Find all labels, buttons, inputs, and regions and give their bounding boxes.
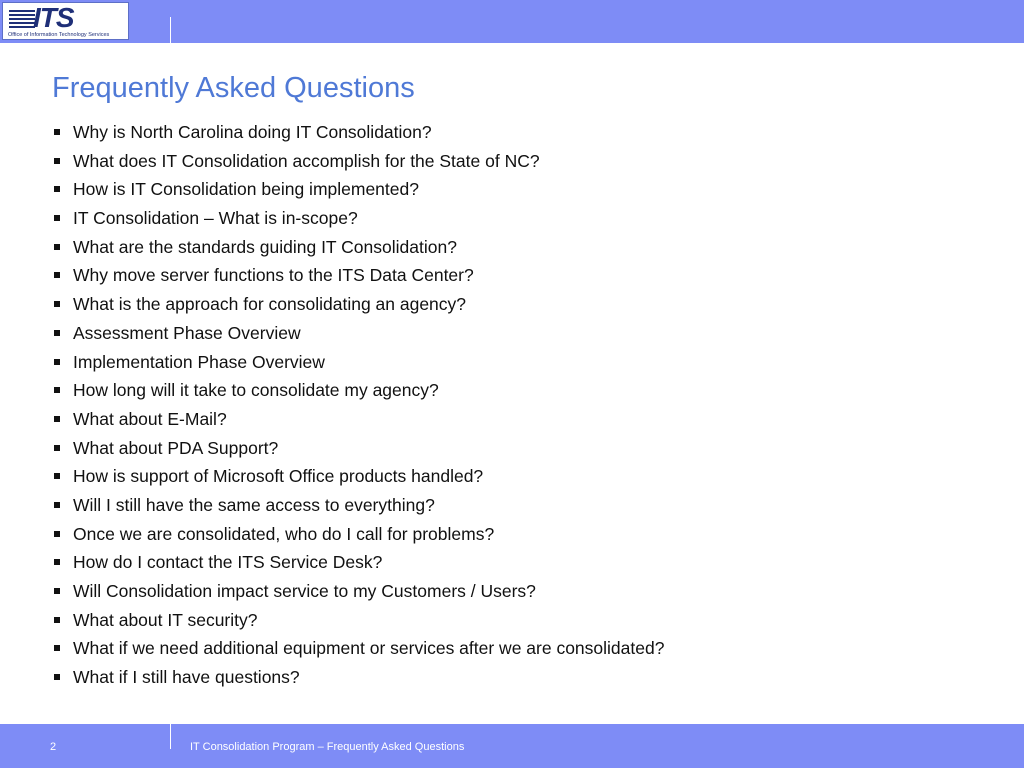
faq-item-text: Implementation Phase Overview [73, 351, 325, 372]
faq-item-text: What does IT Consolidation accomplish for the State of NC? [73, 150, 540, 171]
header-divider [170, 17, 171, 43]
its-logo [2, 2, 129, 40]
faq-item-text: What if I still have questions? [73, 667, 300, 688]
faq-item [52, 577, 664, 606]
bullet-icon [54, 559, 60, 565]
faq-item-text: How long will it take to consolidate my agency? [73, 380, 439, 401]
bullet-icon [54, 531, 60, 537]
bullet-icon [54, 186, 60, 192]
bullet-icon [54, 158, 60, 164]
footer-title: IT Consolidation Program – Frequently Asked Questions [190, 741, 465, 753]
faq-item [52, 491, 664, 520]
footer-divider [170, 724, 171, 749]
bullet-icon [54, 674, 60, 680]
bullet-icon [54, 244, 60, 250]
logo-stripes-icon [9, 10, 35, 29]
bullet-icon [54, 330, 60, 336]
bullet-icon [54, 215, 60, 221]
faq-item [52, 520, 664, 549]
faq-item [52, 634, 664, 663]
faq-item-text: What if we need additional equipment or services after we are consolidated? [73, 638, 665, 659]
faq-item-text: Once we are consolidated, who do I call for problems? [73, 523, 495, 544]
faq-item-text: How do I contact the ITS Service Desk? [73, 552, 383, 573]
faq-item-text: What is the approach for consolidating an agency? [73, 294, 467, 315]
bullet-icon [54, 416, 60, 422]
faq-item [52, 118, 664, 147]
faq-item-text: Why move server functions to the ITS Data Center? [73, 265, 474, 286]
faq-item-text: Will I still have the same access to everything? [73, 494, 435, 515]
faq-item-text: How is IT Consolidation being implemented? [73, 179, 419, 200]
header-bar [0, 0, 1024, 43]
faq-item [52, 290, 664, 319]
faq-item [52, 405, 664, 434]
faq-item [52, 348, 664, 377]
bullet-icon [54, 445, 60, 451]
faq-item [52, 319, 664, 348]
faq-item [52, 663, 664, 692]
faq-item [52, 204, 664, 233]
bullet-icon [54, 272, 60, 278]
bullet-icon [54, 129, 60, 135]
bullet-icon [54, 301, 60, 307]
page-title: Frequently Asked Questions [52, 72, 415, 104]
page-number: 2 [50, 741, 57, 753]
faq-item-text: IT Consolidation – What is in-scope? [73, 208, 358, 229]
logo-text: ITS [33, 2, 74, 33]
faq-item-text: What are the standards guiding IT Consolidation? [73, 236, 457, 257]
faq-item-text: Assessment Phase Overview [73, 322, 301, 343]
logo-subtitle: Office of Information Technology Services [8, 32, 110, 38]
faq-item [52, 462, 664, 491]
faq-item-text: Why is North Carolina doing IT Consolidation? [73, 122, 432, 142]
faq-item [52, 261, 664, 290]
faq-item-text: What about E-Mail? [73, 408, 227, 429]
faq-item-text: Will Consolidation impact service to my Customers / Users? [73, 581, 536, 601]
faq-item [52, 147, 664, 176]
faq-item [52, 175, 664, 204]
faq-item [52, 233, 664, 262]
bullet-icon [54, 588, 60, 594]
faq-item-text: What about IT security? [73, 609, 258, 630]
faq-item [52, 606, 664, 635]
faq-item [52, 434, 664, 463]
bullet-icon [54, 645, 60, 651]
bullet-icon [54, 359, 60, 365]
faq-list [52, 118, 664, 692]
bullet-icon [54, 502, 60, 508]
faq-item [52, 548, 664, 577]
bullet-icon [54, 473, 60, 479]
bullet-icon [54, 617, 60, 623]
faq-item-text: How is support of Microsoft Office products handled? [73, 466, 484, 487]
faq-item [52, 376, 664, 405]
faq-item-text: What about PDA Support? [73, 437, 279, 458]
footer-bar [0, 724, 1024, 768]
bullet-icon [54, 387, 60, 393]
